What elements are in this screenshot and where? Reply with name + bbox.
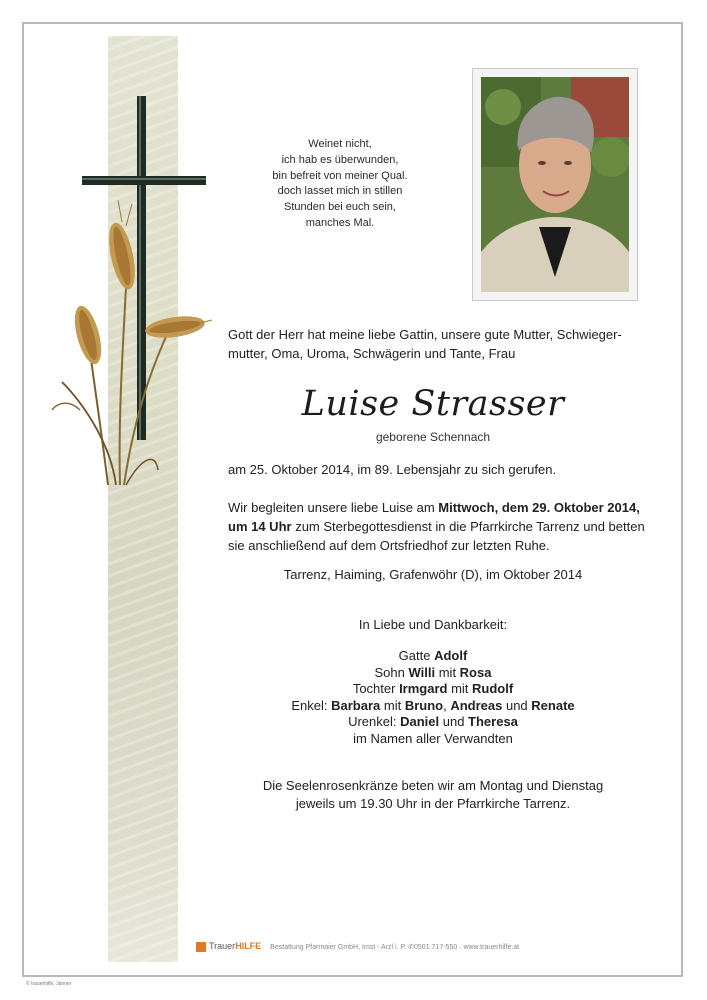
family-list <box>228 648 638 747</box>
family-line-great-grandchildren: Urenkel: Daniel und Theresa <box>348 714 518 729</box>
poem-line: doch lasset mich in stillen <box>277 185 403 198</box>
deceased-name: Luise Strasser <box>301 384 565 424</box>
family-line-daughter: Tochter Irmgard mit Rudolf <box>352 681 514 696</box>
poem-line: Stunden bei euch sein, <box>284 201 396 214</box>
funeral-text-part: Wir begleiten unsere liebe Luise am <box>228 500 439 515</box>
logo-icon <box>196 942 206 952</box>
credit-line: © trauerhilfe, Jänner <box>26 981 72 987</box>
rosary-line: jeweils um 19.30 Uhr in der Pfarrkirche Tarrenz. <box>295 796 571 811</box>
portrait-photo <box>481 77 629 292</box>
poem-line: manches Mal. <box>305 216 375 229</box>
funeral-text <box>228 498 648 555</box>
intro-line: Gott der Herr hat meine liebe Gattin, unsere gute Mutter, Schwieger- <box>228 327 622 342</box>
poem <box>240 137 440 232</box>
funeral-text-part: sie anschließend auf dem Ortsfriedhof zur letzten Ruhe. <box>228 538 550 553</box>
footer-contact: Bestattung Pfarmaier GmbH, Imst - Arzl i. P. ✆0501 717-550 · www.trauerhilfe.at <box>270 943 520 951</box>
poem-line: ich hab es überwunden, <box>281 153 399 166</box>
intro-line: mutter, Oma, Uroma, Schwägerin und Tante, Frau <box>228 346 516 361</box>
cross-wheat-artwork <box>40 80 220 500</box>
photo-frame <box>472 68 638 301</box>
rosary-line: Die Seelenrosenkränze beten wir am Montag und Dienstag <box>262 778 604 793</box>
cross-icon <box>82 96 206 440</box>
footer <box>196 941 519 952</box>
poem-line: bin befreit von meiner Qual. <box>272 169 408 182</box>
wheat-icon <box>52 200 212 485</box>
funeral-date: Mittwoch, dem 29. Oktober 2014, <box>438 500 640 515</box>
funeral-home-logo: TrauerHILFE <box>196 941 264 952</box>
poem-line: Weinet nicht, <box>308 138 372 150</box>
intro-text <box>228 325 648 363</box>
funeral-time: um 14 Uhr <box>228 519 292 534</box>
family-line-son: Sohn Willi mit Rosa <box>374 664 492 680</box>
place-date: Tarrenz, Haiming, Grafenwöhr (D), im Oktober 2014 <box>283 567 583 582</box>
thanks-heading: In Liebe und Dankbarkeit: <box>358 617 508 632</box>
family-line-grandchildren: Enkel: Barbara mit Bruno, Andreas und Renate <box>291 697 575 713</box>
birth-name: geborene Schennach <box>375 430 491 444</box>
family-line-relatives: im Namen aller Verwandten <box>353 730 513 746</box>
rosary-info <box>228 777 638 813</box>
family-line-husband: Gatte Adolf <box>398 648 468 663</box>
funeral-text-part: zum Sterbegottesdienst in die Pfarrkirche Tarrenz und betten <box>291 519 645 534</box>
death-notice: am 25. Oktober 2014, im 89. Lebensjahr zu sich gerufen. <box>228 462 557 477</box>
